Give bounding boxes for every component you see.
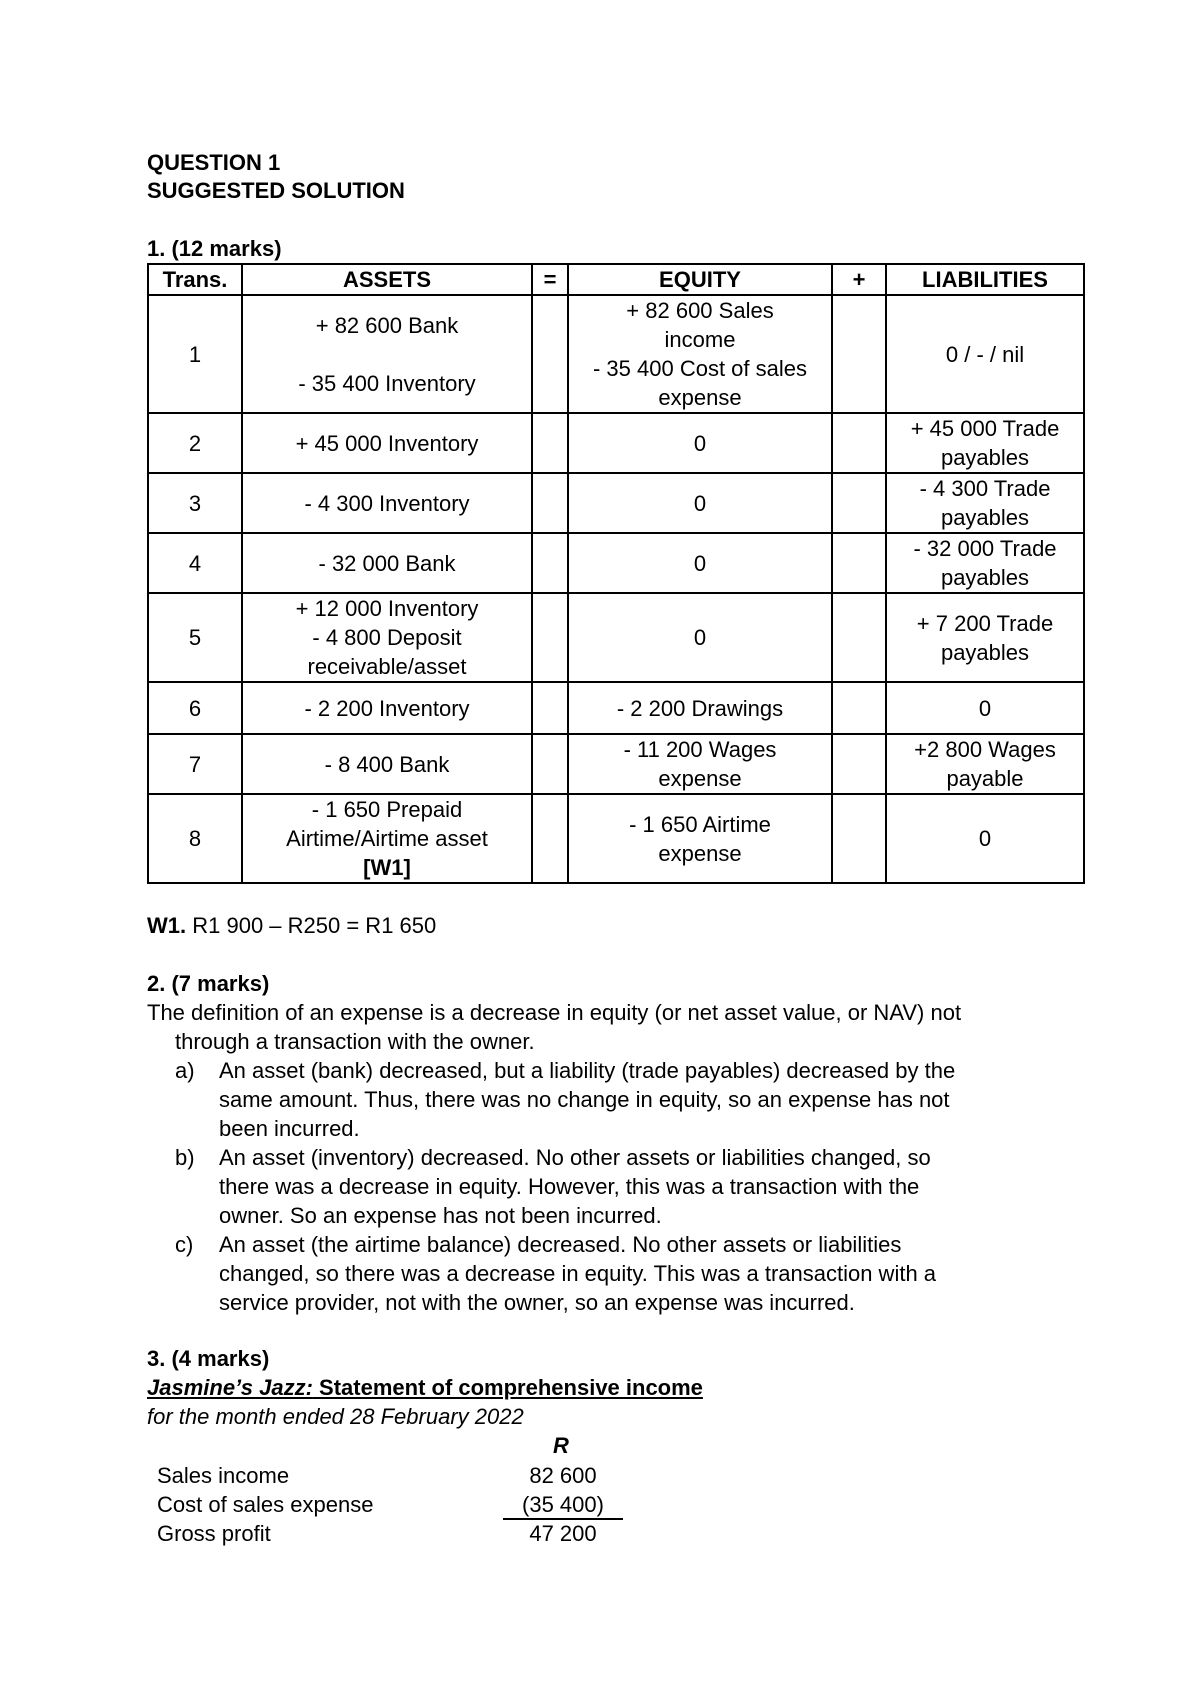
liabilities-line: - 32 000 Trade [913, 536, 1057, 561]
list-item-line: changed, so there was a decrease in equity. This was a transaction with a [219, 1261, 937, 1286]
plus-cell [832, 295, 886, 413]
table-row [148, 473, 1084, 533]
equals-cell [532, 295, 568, 413]
table-row [148, 413, 1084, 473]
liabilities-cell [886, 413, 1084, 473]
list-item-label: a) [175, 1058, 195, 1083]
statement-row-label: Cost of sales expense [157, 1492, 374, 1517]
header-equals: = [532, 264, 568, 295]
equity-cell [568, 682, 832, 734]
statement-row-value: 82 600 [529, 1463, 597, 1488]
assets-cell [242, 533, 532, 593]
statement-row-label: Gross profit [157, 1521, 271, 1546]
question-subtitle: SUGGESTED SOLUTION [147, 178, 405, 203]
liabilities-line: payable [946, 766, 1024, 791]
equity-line: 0 [693, 490, 707, 516]
working-reference: [W1] [363, 855, 411, 880]
assets-cell [242, 295, 532, 413]
statement-name: Statement of comprehensive income [312, 1375, 703, 1400]
liabilities-line: payables [940, 565, 1030, 590]
equity-line: 0 [693, 550, 707, 576]
list-item-line: service provider, not with the owner, so an expense was incurred. [219, 1290, 855, 1315]
assets-line: - 4 800 Deposit [312, 625, 462, 650]
assets-line: - 2 200 Inventory [304, 695, 470, 721]
list-item-line: An asset (bank) decreased, but a liability (trade payables) decreased by the [219, 1058, 956, 1083]
liabilities-cell [886, 682, 1084, 734]
assets-line: + 45 000 Inventory [295, 430, 479, 456]
assets-cell [242, 593, 532, 682]
assets-line: - 4 300 Inventory [304, 490, 470, 516]
working-label: W1. [147, 913, 187, 938]
trans-cell: 5 [148, 593, 242, 682]
table-row [148, 533, 1084, 593]
liabilities-line: payables [940, 445, 1030, 470]
plus-cell [832, 734, 886, 794]
trans-cell: 8 [148, 794, 242, 883]
liabilities-line: 0 [978, 826, 992, 851]
liabilities-cell [886, 734, 1084, 794]
statement-row-value: (35 400) [522, 1492, 604, 1517]
assets-line: - 8 400 Bank [324, 751, 450, 777]
liabilities-line: 0 / - / nil [945, 341, 1025, 367]
equity-cell [568, 473, 832, 533]
table-row [148, 682, 1084, 734]
trans-cell: 7 [148, 734, 242, 794]
liabilities-line: - 4 300 Trade [919, 476, 1051, 501]
statement-row-label: Sales income [157, 1463, 290, 1488]
equity-line: - 35 400 Cost of sales [592, 356, 807, 381]
assets-line: + 82 600 Bank [315, 312, 459, 338]
liabilities-cell [886, 533, 1084, 593]
liabilities-line: payables [940, 505, 1030, 530]
table-row [148, 295, 1084, 413]
list-item-line: An asset (inventory) decreased. No other assets or liabilities changed, so [219, 1145, 931, 1170]
trans-cell: 1 [148, 295, 242, 413]
equals-cell [532, 473, 568, 533]
statement-row-value: 47 200 [529, 1521, 597, 1546]
part2-heading: 2. (7 marks) [147, 971, 270, 996]
equals-cell [532, 533, 568, 593]
equity-cell [568, 593, 832, 682]
equity-line: + 82 600 Sales [626, 298, 774, 323]
entity-name: Jasmine’s Jazz: [147, 1375, 313, 1400]
currency-column-header: R [553, 1433, 569, 1458]
equity-line: expense [658, 840, 742, 866]
working-text: R1 900 – R250 = R1 650 [186, 913, 437, 938]
equity-line: - 1 650 Airtime [629, 811, 771, 837]
list-item-line: An asset (the airtime balance) decreased. No other assets or liabilities [219, 1232, 902, 1257]
header-equity: EQUITY [568, 264, 832, 295]
accounting-equation-table [147, 263, 1085, 884]
header-assets: ASSETS [242, 264, 532, 295]
list-item-label: c) [175, 1232, 194, 1257]
equity-line: - 2 200 Drawings [616, 695, 784, 721]
table-header-row [148, 264, 1084, 295]
liabilities-line: + 7 200 Trade [916, 610, 1054, 636]
trans-cell: 6 [148, 682, 242, 734]
plus-cell [832, 794, 886, 883]
equity-line: income [664, 327, 736, 352]
assets-line: + 12 000 Inventory [295, 596, 479, 621]
assets-cell [242, 682, 532, 734]
equity-cell [568, 794, 832, 883]
header-plus: + [832, 264, 886, 295]
equity-line: - 11 200 Wages [623, 737, 777, 762]
list-item-line: same amount. Thus, there was no change in equity, so an expense has not [219, 1087, 950, 1112]
list-item-line: been incurred. [219, 1116, 360, 1141]
liabilities-line: + 45 000 Trade [910, 416, 1060, 441]
list-item-line: there was a decrease in equity. However, this was a transaction with the [219, 1174, 920, 1199]
liabilities-cell [886, 593, 1084, 682]
equals-cell [532, 734, 568, 794]
equity-cell [568, 533, 832, 593]
equals-cell [532, 682, 568, 734]
liabilities-line: payables [940, 639, 1030, 665]
equity-cell [568, 413, 832, 473]
part1-heading: 1. (12 marks) [147, 236, 282, 261]
question-title: QUESTION 1 [147, 150, 281, 175]
assets-line: receivable/asset [307, 654, 467, 679]
part3-heading: 3. (4 marks) [147, 1346, 270, 1371]
table-row [148, 593, 1084, 682]
statement-title [147, 1374, 703, 1402]
definition-text-continued: through a transaction with the owner. [175, 1029, 535, 1054]
assets-cell [242, 413, 532, 473]
plus-cell [832, 533, 886, 593]
equity-line: 0 [693, 430, 707, 456]
assets-cell [242, 794, 532, 883]
header-trans: Trans. [148, 264, 242, 295]
assets-line: Airtime/Airtime asset [286, 826, 488, 851]
equity-cell [568, 734, 832, 794]
assets-cell [242, 473, 532, 533]
header-liabilities: LIABILITIES [886, 264, 1084, 295]
plus-cell [832, 473, 886, 533]
working-note [147, 912, 436, 940]
plus-cell [832, 593, 886, 682]
liabilities-cell [886, 295, 1084, 413]
equals-cell [532, 794, 568, 883]
liabilities-cell [886, 473, 1084, 533]
trans-cell: 4 [148, 533, 242, 593]
table-row [148, 794, 1084, 883]
assets-cell [242, 734, 532, 794]
equity-cell [568, 295, 832, 413]
assets-line: - 1 650 Prepaid [311, 797, 463, 822]
statement-period: for the month ended 28 February 2022 [147, 1404, 524, 1429]
list-item-line: owner. So an expense has not been incurred. [219, 1203, 662, 1228]
assets-line: - 35 400 Inventory [298, 370, 476, 396]
equals-cell [532, 593, 568, 682]
equity-line: 0 [693, 625, 707, 650]
liabilities-line: 0 [978, 695, 992, 721]
plus-cell [832, 682, 886, 734]
table-row [148, 734, 1084, 794]
plus-cell [832, 413, 886, 473]
liabilities-cell [886, 794, 1084, 883]
liabilities-line: +2 800 Wages [914, 737, 1056, 762]
trans-cell: 2 [148, 413, 242, 473]
equity-line: expense [658, 766, 742, 791]
definition-text: The definition of an expense is a decrease in equity (or net asset value, or NAV) not [147, 1000, 962, 1025]
equals-cell [532, 413, 568, 473]
list-item-label: b) [175, 1145, 195, 1170]
trans-cell: 3 [148, 473, 242, 533]
equity-line: expense [658, 385, 742, 410]
assets-line: - 32 000 Bank [318, 550, 456, 576]
